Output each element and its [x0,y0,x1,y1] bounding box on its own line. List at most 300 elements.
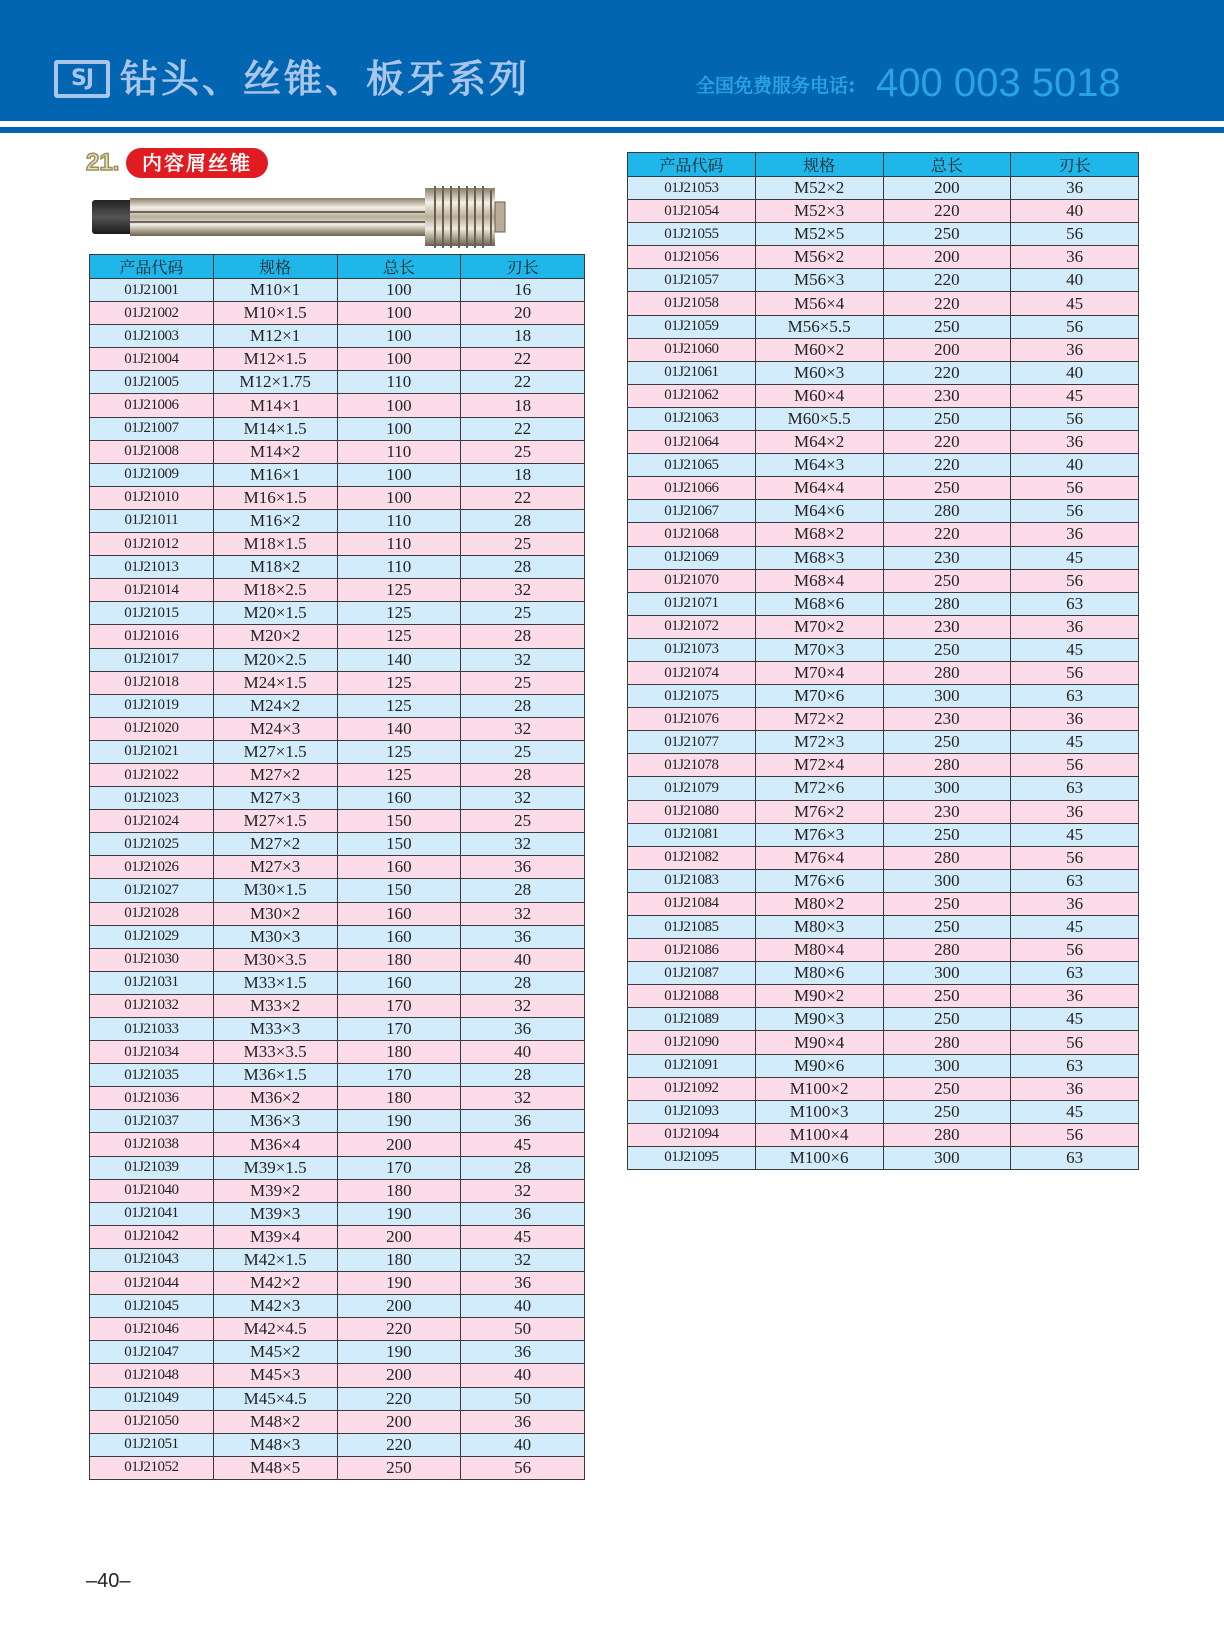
cell-product-code: 01J21011 [90,509,214,532]
cell-blade-length: 56 [461,1456,585,1479]
cell-total-length: 125 [337,740,461,763]
hotline-number: 400 003 5018 [876,61,1121,105]
cell-total-length: 220 [883,292,1011,315]
cell-blade-length: 56 [1011,1031,1139,1054]
cell-spec: M27×1.5 [213,740,337,763]
cell-spec: M24×2 [213,694,337,717]
cell-spec: M10×1 [213,279,337,302]
cell-spec: M56×2 [755,246,883,269]
cell-spec: M30×2 [213,902,337,925]
cell-blade-length: 56 [1011,1123,1139,1146]
cell-blade-length: 36 [461,1272,585,1295]
table-row [628,523,1139,546]
table-row [628,246,1139,269]
cell-product-code: 01J21047 [90,1341,214,1364]
cell-total-length: 170 [337,1156,461,1179]
cell-spec: M52×3 [755,200,883,223]
cell-blade-length: 18 [461,325,585,348]
cell-spec: M60×4 [755,384,883,407]
cell-spec: M36×2 [213,1087,337,1110]
table-row [90,971,585,994]
table-row [90,602,585,625]
table-row [628,315,1139,338]
cell-product-code: 01J21023 [90,787,214,810]
cell-blade-length: 56 [1011,223,1139,246]
cell-blade-length: 32 [461,1179,585,1202]
cell-spec: M68×4 [755,569,883,592]
cell-product-code: 01J21094 [628,1123,756,1146]
cell-product-code: 01J21061 [628,361,756,384]
cell-total-length: 150 [337,833,461,856]
cell-product-code: 01J21060 [628,338,756,361]
cell-total-length: 250 [883,638,1011,661]
cell-spec: M68×2 [755,523,883,546]
cell-product-code: 01J21031 [90,971,214,994]
table-row [628,892,1139,915]
cell-spec: M100×2 [755,1077,883,1100]
cell-product-code: 01J21050 [90,1410,214,1433]
cell-product-code: 01J21087 [628,962,756,985]
cell-product-code: 01J21069 [628,546,756,569]
cell-total-length: 190 [337,1272,461,1295]
table-row [628,985,1139,1008]
cell-blade-length: 45 [1011,731,1139,754]
section-number: 21. [86,149,120,176]
cell-blade-length: 36 [1011,338,1139,361]
cell-product-code: 01J21008 [90,440,214,463]
cell-spec: M52×2 [755,177,883,200]
cell-product-code: 01J21085 [628,916,756,939]
table-row [628,708,1139,731]
cell-blade-length: 18 [461,394,585,417]
table-row [90,486,585,509]
cell-spec: M72×2 [755,708,883,731]
cell-product-code: 01J21072 [628,615,756,638]
cell-total-length: 180 [337,1041,461,1064]
cell-blade-length: 32 [461,717,585,740]
cell-product-code: 01J21003 [90,325,214,348]
cell-spec: M30×3 [213,925,337,948]
table-row [90,348,585,371]
cell-blade-length: 63 [1011,685,1139,708]
cell-blade-length: 28 [461,556,585,579]
cell-blade-length: 22 [461,486,585,509]
cell-spec: M72×3 [755,731,883,754]
cell-total-length: 230 [883,384,1011,407]
cell-total-length: 220 [883,523,1011,546]
table-row [628,177,1139,200]
cell-product-code: 01J21024 [90,810,214,833]
cell-total-length: 100 [337,348,461,371]
cell-total-length: 100 [337,463,461,486]
cell-spec: M56×5.5 [755,315,883,338]
cell-product-code: 01J21065 [628,454,756,477]
cell-total-length: 100 [337,325,461,348]
cell-total-length: 220 [883,454,1011,477]
cell-blade-length: 36 [461,1110,585,1133]
cell-spec: M80×2 [755,892,883,915]
cell-total-length: 200 [337,1364,461,1387]
cell-spec: M33×3.5 [213,1041,337,1064]
cell-blade-length: 56 [1011,661,1139,684]
cell-blade-length: 36 [1011,177,1139,200]
table-row [90,1318,585,1341]
table-row [628,939,1139,962]
cell-product-code: 01J21028 [90,902,214,925]
table-row [628,431,1139,454]
cell-blade-length: 63 [1011,592,1139,615]
cell-product-code: 01J21035 [90,1064,214,1087]
cell-spec: M76×6 [755,869,883,892]
header-divider [0,127,1224,133]
cell-product-code: 01J21025 [90,833,214,856]
cell-total-length: 125 [337,694,461,717]
cell-product-code: 01J21076 [628,708,756,731]
cell-total-length: 230 [883,800,1011,823]
cell-spec: M18×1.5 [213,533,337,556]
page-number: –40– [86,1570,131,1592]
cell-blade-length: 45 [1011,546,1139,569]
table-row [628,731,1139,754]
tap-thread [425,186,495,248]
cell-blade-length: 28 [461,879,585,902]
cell-product-code: 01J21053 [628,177,756,200]
cell-total-length: 180 [337,1248,461,1271]
cell-product-code: 01J21027 [90,879,214,902]
cell-total-length: 125 [337,671,461,694]
cell-total-length: 200 [883,338,1011,361]
cell-spec: M39×3 [213,1202,337,1225]
cell-spec: M72×4 [755,754,883,777]
cell-total-length: 280 [883,846,1011,869]
cell-blade-length: 25 [461,810,585,833]
table-row [90,1087,585,1110]
table-row [628,454,1139,477]
cell-total-length: 250 [883,823,1011,846]
cell-product-code: 01J21040 [90,1179,214,1202]
cell-total-length: 250 [883,916,1011,939]
cell-spec: M27×2 [213,833,337,856]
cell-total-length: 250 [883,569,1011,592]
cell-total-length: 140 [337,648,461,671]
table-row [628,292,1139,315]
column-header-spec: 规格 [213,255,337,279]
cell-product-code: 01J21019 [90,694,214,717]
cell-spec: M80×3 [755,916,883,939]
cell-total-length: 220 [883,200,1011,223]
cell-total-length: 300 [883,685,1011,708]
cell-blade-length: 25 [461,602,585,625]
cell-product-code: 01J21017 [90,648,214,671]
cell-spec: M20×1.5 [213,602,337,625]
cell-spec: M45×2 [213,1341,337,1364]
table-row [628,846,1139,869]
cell-product-code: 01J21056 [628,246,756,269]
cell-spec: M36×1.5 [213,1064,337,1087]
table-row [90,371,585,394]
cell-total-length: 100 [337,417,461,440]
cell-total-length: 140 [337,717,461,740]
table-row [90,1133,585,1156]
cell-product-code: 01J21030 [90,948,214,971]
cell-product-code: 01J21052 [90,1456,214,1479]
cell-spec: M64×6 [755,500,883,523]
cell-spec: M70×4 [755,661,883,684]
cell-blade-length: 56 [1011,754,1139,777]
table-row [90,694,585,717]
table-row [90,1018,585,1041]
cell-blade-length: 56 [1011,407,1139,430]
table-row [90,533,585,556]
cell-blade-length: 25 [461,440,585,463]
cell-spec: M33×2 [213,994,337,1017]
cell-product-code: 01J21080 [628,800,756,823]
cell-blade-length: 45 [1011,916,1139,939]
cell-product-code: 01J21038 [90,1133,214,1156]
table-row [90,948,585,971]
cell-product-code: 01J21073 [628,638,756,661]
column-header-code: 产品代码 [90,255,214,279]
cell-blade-length: 32 [461,648,585,671]
cell-blade-length: 45 [1011,823,1139,846]
table-row [90,394,585,417]
cell-total-length: 220 [883,431,1011,454]
cell-spec: M27×3 [213,787,337,810]
tap-product-image [90,182,510,250]
cell-total-length: 200 [883,246,1011,269]
table-row [90,509,585,532]
cell-total-length: 180 [337,948,461,971]
table-row [90,1064,585,1087]
cell-blade-length: 45 [1011,1008,1139,1031]
cell-total-length: 190 [337,1341,461,1364]
cell-blade-length: 40 [1011,200,1139,223]
cell-spec: M80×6 [755,962,883,985]
cell-product-code: 01J21048 [90,1364,214,1387]
table-row [628,269,1139,292]
table-row [90,648,585,671]
cell-spec: M39×4 [213,1225,337,1248]
cell-blade-length: 56 [1011,846,1139,869]
cell-spec: M20×2 [213,625,337,648]
table-row [90,1248,585,1271]
cell-total-length: 250 [337,1456,461,1479]
column-header-blade-length: 刃长 [461,255,585,279]
cell-spec: M24×1.5 [213,671,337,694]
cell-total-length: 110 [337,440,461,463]
cell-blade-length: 56 [1011,569,1139,592]
cell-blade-length: 28 [461,509,585,532]
cell-product-code: 01J21064 [628,431,756,454]
cell-product-code: 01J21009 [90,463,214,486]
cell-total-length: 125 [337,579,461,602]
cell-spec: M90×3 [755,1008,883,1031]
cell-total-length: 180 [337,1179,461,1202]
cell-spec: M48×2 [213,1410,337,1433]
cell-spec: M39×1.5 [213,1156,337,1179]
cell-total-length: 100 [337,486,461,509]
cell-total-length: 125 [337,602,461,625]
table-row [628,500,1139,523]
cell-blade-length: 63 [1011,777,1139,800]
table-row [628,477,1139,500]
cell-blade-length: 28 [461,971,585,994]
table-row [628,223,1139,246]
cell-spec: M14×1 [213,394,337,417]
table-row [90,740,585,763]
cell-spec: M52×5 [755,223,883,246]
cell-spec: M60×2 [755,338,883,361]
column-header-spec: 规格 [755,153,883,177]
cell-blade-length: 36 [1011,708,1139,731]
table-row [90,1041,585,1064]
cell-total-length: 160 [337,971,461,994]
cell-spec: M16×1.5 [213,486,337,509]
cell-total-length: 150 [337,810,461,833]
cell-blade-length: 36 [461,1341,585,1364]
cell-product-code: 01J21074 [628,661,756,684]
cell-blade-length: 28 [461,694,585,717]
cell-spec: M36×4 [213,1133,337,1156]
cell-total-length: 125 [337,763,461,786]
cell-total-length: 300 [883,1146,1011,1169]
cell-blade-length: 36 [461,856,585,879]
cell-blade-length: 25 [461,671,585,694]
cell-blade-length: 22 [461,348,585,371]
table-row [90,787,585,810]
cell-blade-length: 18 [461,463,585,486]
table-row [90,1456,585,1479]
cell-product-code: 01J21091 [628,1054,756,1077]
cell-blade-length: 36 [1011,523,1139,546]
cell-product-code: 01J21004 [90,348,214,371]
cell-product-code: 01J21083 [628,869,756,892]
cell-spec: M12×1.5 [213,348,337,371]
cell-spec: M48×3 [213,1433,337,1456]
cell-spec: M12×1.75 [213,371,337,394]
table-row [90,833,585,856]
cell-total-length: 170 [337,994,461,1017]
cell-spec: M16×1 [213,463,337,486]
cell-spec: M18×2.5 [213,579,337,602]
cell-spec: M27×3 [213,856,337,879]
cell-total-length: 230 [883,708,1011,731]
sj-logo: SJ [54,60,110,98]
table-row [90,625,585,648]
cell-blade-length: 63 [1011,1054,1139,1077]
table-row [628,1077,1139,1100]
cell-product-code: 01J21057 [628,269,756,292]
cell-product-code: 01J21026 [90,856,214,879]
cell-product-code: 01J21016 [90,625,214,648]
table-row [90,1202,585,1225]
cell-spec: M36×3 [213,1110,337,1133]
table-header-row [628,153,1139,177]
table-row [628,615,1139,638]
cell-spec: M76×3 [755,823,883,846]
cell-product-code: 01J21077 [628,731,756,754]
cell-blade-length: 45 [1011,638,1139,661]
cell-product-code: 01J21005 [90,371,214,394]
cell-total-length: 280 [883,939,1011,962]
table-row [90,279,585,302]
cell-blade-length: 32 [461,902,585,925]
column-header-code: 产品代码 [628,153,756,177]
cell-total-length: 180 [337,1087,461,1110]
cell-product-code: 01J21088 [628,985,756,1008]
cell-total-length: 250 [883,892,1011,915]
cell-spec: M76×2 [755,800,883,823]
table-row [90,440,585,463]
cell-total-length: 220 [337,1387,461,1410]
cell-spec: M90×2 [755,985,883,1008]
cell-product-code: 01J21039 [90,1156,214,1179]
cell-spec: M100×6 [755,1146,883,1169]
table-row [628,685,1139,708]
cell-spec: M72×6 [755,777,883,800]
cell-total-length: 280 [883,1123,1011,1146]
cell-blade-length: 50 [461,1387,585,1410]
cell-blade-length: 36 [1011,800,1139,823]
cell-total-length: 250 [883,223,1011,246]
cell-total-length: 250 [883,731,1011,754]
cell-total-length: 110 [337,533,461,556]
table-row [90,579,585,602]
cell-total-length: 250 [883,407,1011,430]
cell-total-length: 100 [337,279,461,302]
cell-spec: M33×1.5 [213,971,337,994]
cell-blade-length: 50 [461,1318,585,1341]
cell-total-length: 110 [337,509,461,532]
cell-product-code: 01J21078 [628,754,756,777]
cell-product-code: 01J21092 [628,1077,756,1100]
cell-spec: M56×3 [755,269,883,292]
cell-total-length: 200 [337,1410,461,1433]
cell-product-code: 01J21089 [628,1008,756,1031]
cell-spec: M64×4 [755,477,883,500]
cell-spec: M42×2 [213,1272,337,1295]
cell-blade-length: 40 [1011,269,1139,292]
cell-product-code: 01J21051 [90,1433,214,1456]
cell-product-code: 01J21044 [90,1272,214,1295]
cell-total-length: 300 [883,777,1011,800]
cell-total-length: 100 [337,302,461,325]
table-header-row [90,255,585,279]
cell-product-code: 01J21032 [90,994,214,1017]
cell-product-code: 01J21059 [628,315,756,338]
cell-total-length: 220 [883,269,1011,292]
cell-spec: M76×4 [755,846,883,869]
cell-spec: M10×1.5 [213,302,337,325]
tap-square-end [92,200,134,234]
cell-blade-length: 40 [461,1295,585,1318]
cell-spec: M90×6 [755,1054,883,1077]
cell-total-length: 250 [883,315,1011,338]
cell-product-code: 01J21067 [628,500,756,523]
cell-product-code: 01J21015 [90,602,214,625]
cell-spec: M70×6 [755,685,883,708]
cell-blade-length: 36 [461,1202,585,1225]
cell-blade-length: 45 [1011,292,1139,315]
cell-spec: M64×2 [755,431,883,454]
cell-blade-length: 32 [461,833,585,856]
cell-blade-length: 20 [461,302,585,325]
table-row [90,463,585,486]
cell-product-code: 01J21049 [90,1387,214,1410]
table-row [628,777,1139,800]
table-row [628,338,1139,361]
cell-blade-length: 32 [461,579,585,602]
